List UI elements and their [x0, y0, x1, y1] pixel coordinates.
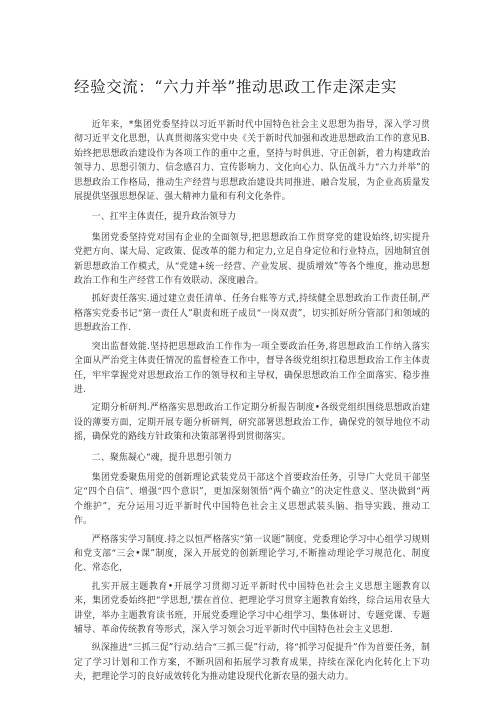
section-paragraph: 突出监督效能.坚持把思想政治工作作为一项全要政治任务,将思想政治工作纳入落实全面从严治党主体责任情况的监督检查工作中，督导各级党组织扛稳思想政治工作主体责任，牢牢掌握党对思想政治工作的领导权和主导权，确保思想政治工作全面落实、稳步推进.	[74, 341, 430, 395]
section-paragraph: 抓好责任落实.通过建立责任清单、任务台账等方式,持续健全思想政治工作责任制,严格落实党委书记“第一责任人”职责和班子成员“一岗双责”，切实抓好所分管部门和领域的思想政治工作.	[74, 294, 430, 334]
intro-paragraph: 近年来，*集团党委坚持以习近平新时代中国特色社会主义思想为指导，深入学习贯彻习近平文化思想，认真贯彻落实党中央《关于新时代加强和改进思想政治工作的意见B.始终把思想政治建设作为各项工作的重中之重，坚持与时俱进、守正创新，着力构建政治领导力、思想引领力、信念感召力、宣传影响力、文化向心力、队伍战斗力“六力并举”的思想政治工作格局，推动生产经营与思想政治建设共同推进、融合发展，为企业高质量发展提供坚强思想保证、强大精神力量和有利文化条件。	[74, 120, 430, 203]
section-heading: 一、扛牢主体责任，提升政治领导力	[91, 212, 237, 223]
section-paragraph: 集团党委聚焦用党的创新理论武装党员干部这个首要政治任务，引导广大党员干部坚定“四个自信”、增强“四个意识”，更加深刻领悟“两个确立”的决定性意义、坚决做到“两个维护”，充分运用习近平新时代中国特色社会主义思想武装头脑、指导实践、推动工作。	[74, 472, 430, 527]
section-paragraph: 严格落实学习制度.持之以恒严格落实“第一议题”制度、党委理论学习中心组学习规则和党支部“三会•课”制度，深入开展党的创新理论学习,不断推动理论学习规范化、制度化、常态化，	[74, 534, 430, 574]
section-paragraph: 扎实开展主题教育•开展学习贯彻习近平新时代中国特色社会主义思想主题教育以来，集团党委始终把“学思想,'摆在首位、把理论学习贯穿主题教育始终，综合运用农垦大讲堂，举办主题教育读书班，开展党委理论学习中心组学习、集体研讨、专题党课、专题辅导、革命传统教育等形式，深入学习领会习近平新时代中国特色社会主义思想.	[74, 581, 430, 635]
article-body	[74, 118, 430, 685]
section-heading: 二、聚焦凝心“魂，提升思想引领力	[91, 452, 232, 463]
article-title: 经验交流：“六力并举”推动思政工作走深走实	[74, 78, 397, 96]
section-paragraph: 定期分析研判.严格落实思想政治工作定期分析报告制度•各级党组织围绕思想政治建设的薄要方面，定期开展专题分析研判，研究部署思想政治工作，确保党的领导地位不动摇，确保党的路线方针政策和决策部署得到贯彻落实。	[74, 403, 430, 443]
section-paragraph: 集团党委坚持党对国有企业的全面领导,把思想政治工作贯穿党的建设始终,切实提升党把方向、谋大局、定政策、促改革的能力和定力,立足自身定位和行业特点，因地制宜创新思想政治工作模式，从“党建+统一经营、产业发展、提质增效”等各个维度，推动思想政治工作和生产经营工作有效联动、深度融合。	[74, 232, 430, 287]
section-paragraph: 纵深推进“三抓三促”行动.结合“三抓三促”行动，将“抓学习促提升”作为首要任务，制定了学习计划和工作方案，不断巩固和拓展学习教育成果，持续在深化内化转化上下功夫，把理论学习的良好成效转化为推动建设现代化新农垦的强大动力。	[74, 643, 430, 683]
